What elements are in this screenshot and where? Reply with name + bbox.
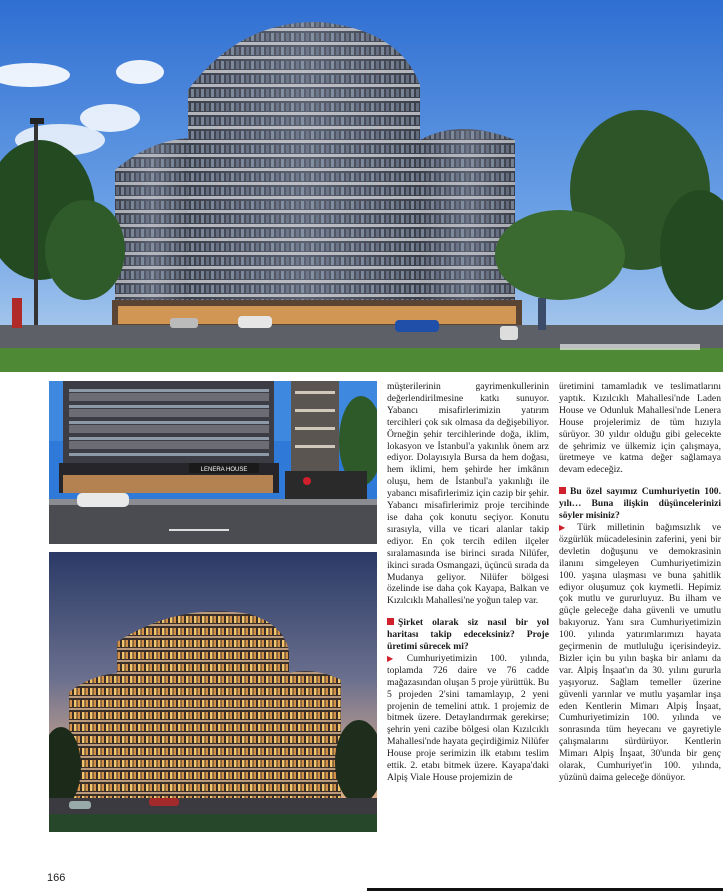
article-column-2 bbox=[559, 381, 721, 784]
answer-triangle-icon: ▶ bbox=[387, 653, 404, 663]
night-building-photo bbox=[49, 552, 377, 832]
article-column-1 bbox=[387, 381, 549, 784]
interview-question bbox=[559, 486, 721, 522]
article-paragraph: müşterilerinin gayrimenkullerinin değerlendirilmesine katkı sunuyor. Yabancı misafirlerimizin yatırım tercihleri çok sık olmasa da değişebiliyor. Örneğin şehir tercihlerinde doğa, iklim, lokasyon ve İstanbul'a yakınlık önem arz ediyor. Dolayısıyla Bursa da hem doğası, hem iklimi, hem şehirde her imkânın oluşu, hem de İstanbul'a yakınlığı ile yabancı misafirlerimiz için cazip bir şehir. Yabancı misafirlerimiz proje tercihinde ise daha çok konutu seçiyor. Konutu sırasıyla, villa ve ticari alanlar takip ediyor. En çok tercih edilen ilçeler sıralamasında ise birinci sırada Nilüfer, ikinci sırada Osmangazi, üçüncü sırada da Mudanya geliyor. Nilüfer bölgesi özelinde ise daha çok Kayapa, Balkan ve Kızılcıklı Mahallesi'ne yoğun talep var. bbox=[387, 381, 549, 607]
answer-triangle-icon: ▶ bbox=[559, 522, 575, 532]
answer-text: Cumhuriyetimizin 100. yılında, toplamda 726 daire ve 76 cadde mağazasından oluşan 5 proje yürüttük. Bu 5 projeden 2'sini tamamlayıp, 2 yeni projenin de temelini attık. 1 projemiz de bitmek üzere. Detaylandırmak gerekirse; şehrin yeni cazibe bölgesi olan Kızılcıklı Mahallesi'nde hayata geçirdiğimiz Nilüfer House proje serimizin ilk etabını teslim ettik. 2. etabı bitmek üzere. Kayapa'daki Alpiş Viale House projemizin de bbox=[387, 652, 549, 783]
question-text: Şirket olarak siz nasıl bir yol haritası takip edeceksiniz? Proje üretimi sürecek mi? bbox=[387, 617, 549, 653]
interview-question bbox=[387, 617, 549, 653]
interview-answer bbox=[559, 522, 721, 784]
interview-answer bbox=[387, 653, 549, 784]
page-number: 166 bbox=[47, 872, 66, 884]
answer-text: Türk milletinin bağımsızlık ve özgürlük mücadelesinin zaferini, yeni bir devletin doğuşunu ve demokrasinin ilanını simgeleyen Cumhuriyetimizin 100. yaşına ulaşması ve buna şahitlik ediyor oluşumuz çok kıymetli. Hepimiz çok mutlu ve gururluyuz. Bu ilham ve güçle geleceğe daha güvenli ve umutlu bakıyoruz. Yanı sıra Cumhuriyetimizin 100. yılında yatırımlarımızı hayata geçirmenin de mutluluğu içerisindeyiz. Bizler için bu yılın başka bir anlamı da var. Alpiş İnşaat'ın da 30. yılını gururla yaşıyoruz. Sağlam temeller üzerine güvenli yarınlar ve mutlu yaşamlar inşa eden Kentlerin Mimarı Alpiş İnşaat, Cumhuriyetimizin 100. yılında ve sonrasında tüm heyecanı ve gayretiyle çalışmalarını sürdürüyor. Kentlerin Mimarı Alpiş İnşaat, 30'unda bir genç olarak, Cumhuriyet'in 100. yılında, yüzünü daima geleceğe dönüyor. bbox=[559, 521, 721, 783]
storefront-sign: LENERA HOUSE bbox=[200, 467, 248, 473]
question-marker-icon bbox=[387, 618, 394, 625]
hero-building-photo bbox=[0, 0, 723, 372]
bottom-rule bbox=[367, 888, 723, 891]
question-marker-icon bbox=[559, 487, 566, 494]
street-view-photo bbox=[49, 381, 377, 544]
question-text: Bu özel sayımız Cumhuriyetin 100. yılı… Buna ilişkin düşüncelerinizi söyler misiniz? bbox=[559, 486, 721, 522]
article-paragraph: üretimini tamamladık ve teslimatlarını yaptık. Kızılcıklı Mahallesi'nde Laden House ve Odunluk Mahallesi'nde Lenera House projelerimiz de tüm hızıyla sürüyor. 30 yıldır olduğu gibi gelecekte de şehrimiz ve ülkemiz için çalışmaya, üretmeye ve katma değer sağlamaya devam edeceğiz. bbox=[559, 381, 721, 476]
